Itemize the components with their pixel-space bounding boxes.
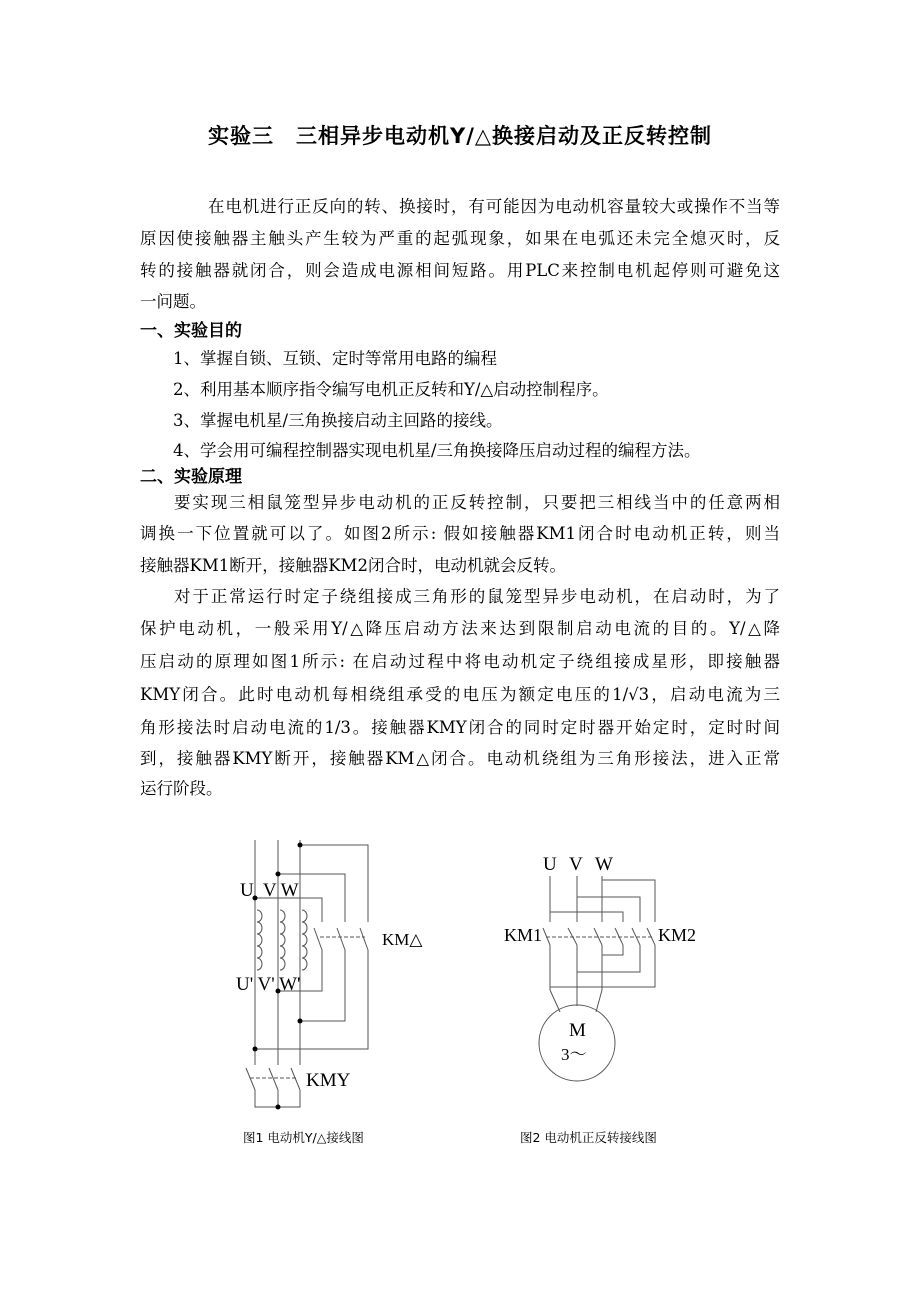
para-line: 压启动的原理如图1所示: 在启动过程中将电动机定子绕组接成星形，即接触器	[140, 652, 780, 671]
intro-line: 原因使接触器主触头产生较为严重的起弧现象，如果在电弧还未完全熄灭时，反	[140, 229, 780, 248]
list-item: 4、学会用可编程控制器实现电机星/三角换接降压启动过程的编程方法。	[173, 441, 701, 460]
figure-2-forward-reverse-diagram	[539, 876, 655, 1081]
intro-line: 转的接触器就闭合，则会造成电源相间短路。用PLC来控制电机起停则可避免这	[140, 261, 780, 280]
kmy-label: KMY	[306, 1070, 351, 1091]
section-heading: 一、实验目的	[140, 321, 242, 341]
list-item: 1、掌握自锁、互锁、定时等常用电路的编程	[173, 349, 497, 368]
phase-u-label: U	[543, 854, 557, 875]
para-line: 调换一下位置就可以了。如图2所示: 假如接触器KM1闭合时电动机正转，则当	[140, 524, 780, 543]
phase-w-label: W	[595, 854, 613, 875]
para-line: 到，接触器KMY断开，接触器KM△闭合。电动机绕组为三角形接法，进入正常	[140, 749, 780, 768]
para-line: 要实现三相鼠笼型异步电动机的正反转控制，只要把三相线当中的任意两相	[174, 493, 780, 512]
fig1-end-labels: U' V' W'	[236, 974, 301, 995]
page-title: 实验三 三相异步电动机Y/△换接启动及正反转控制	[207, 124, 713, 148]
figure-2-caption: 图2 电动机正反转接线图	[520, 1130, 657, 1145]
motor-label: M	[569, 1020, 586, 1041]
km-delta-label: KM△	[382, 930, 423, 949]
figure-1-caption: 图1 电动机Y/△接线图	[243, 1130, 364, 1145]
km1-label: KM1	[504, 925, 543, 945]
motor-phase-label: 3～	[561, 1045, 587, 1064]
intro-line: 在电机进行正反向的转、换接时，有可能因为电动机容量较大或操作不当等	[208, 197, 780, 216]
fig1-terminal-labels: U V W	[240, 880, 299, 901]
para-line: 对于正常运行时定子绕组接成三角形的鼠笼型异步电动机，在启动时，为了	[174, 587, 780, 606]
para-line: 运行阶段。	[140, 779, 223, 798]
phase-v-label: V	[569, 854, 583, 875]
section-heading: 二、实验原理	[140, 467, 242, 487]
para-line: 保护电动机，一般采用Y/△降压启动方法来达到限制启动电流的目的。Y/△降	[140, 619, 780, 638]
para-line: 接触器KM1断开，接触器KM2闭合时，电动机就会反转。	[140, 556, 566, 575]
para-line: 角形接法时启动电流的1/3。接触器KMY闭合的同时定时器开始定时，定时时间	[140, 718, 780, 737]
para-line: KMY闭合。此时电动机每相绕组承受的电压为额定电压的1/√3，启动电流为三	[140, 685, 780, 704]
intro-line: 一问题。	[140, 292, 206, 311]
list-item: 3、掌握电机星/三角换接启动主回路的接线。	[173, 411, 503, 430]
km2-label: KM2	[658, 925, 697, 945]
list-item: 2、利用基本顺序指令编写电机正反转和Y/△启动控制程序。	[173, 380, 609, 399]
